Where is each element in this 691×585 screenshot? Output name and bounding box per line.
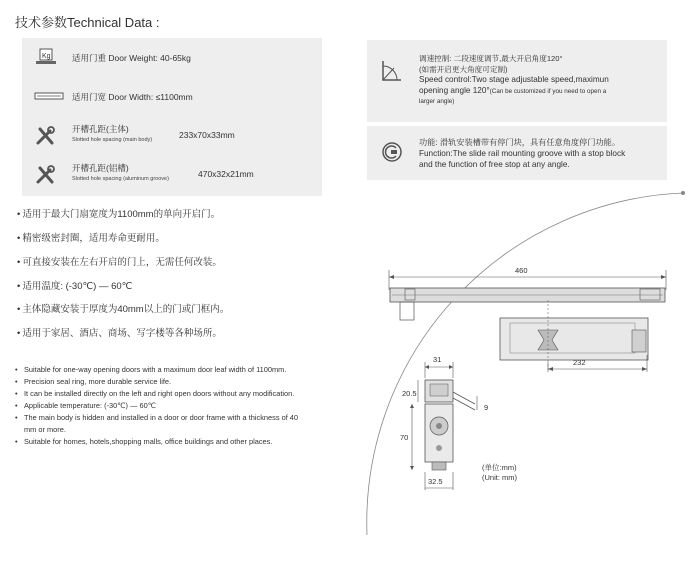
speed-control-note-2: larger angle) xyxy=(419,98,455,105)
function-en-1: Function:The slide rail mounting groove with a stop block xyxy=(419,149,626,158)
feature-en-4: • Applicable temperature: (-30℃) — 60℃ xyxy=(15,400,310,412)
feature-cn-6: • 适用于家居、酒店、商场、写字楼等各种场所。 xyxy=(17,325,222,339)
aluminum-label-cn: 开槽孔距(铝槽) xyxy=(72,163,129,173)
aluminum-value: 470x32x21mm xyxy=(198,169,254,179)
feature-en-3: • It can be installed directly on the left and right open doors without any modification. xyxy=(15,388,310,400)
door-weight-label: 适用门重 Door Weight: 40-65kg xyxy=(72,53,191,63)
main-body-value: 233x70x33mm xyxy=(179,130,235,140)
feature-cn-2: • 精密级密封圈，适用寿命更耐用。 xyxy=(17,230,165,244)
speed-control-en-1: Speed control:Two stage adjustable speed,maximun xyxy=(419,75,609,84)
function-cn: 功能: 滑轨安装槽带有停门块，具有任意角度停门功能。 xyxy=(419,138,621,147)
dim-20-5: 20.5 xyxy=(402,389,417,398)
speed-control-note: (Can be customized if you need to open a xyxy=(489,87,607,95)
closer-body xyxy=(500,318,648,360)
unit-en: (Unit: mm) xyxy=(482,473,517,482)
svg-text:Kg: Kg xyxy=(42,53,51,60)
dim-9: 9 xyxy=(484,403,489,412)
feature-en-2: • Precision seal ring, more durable service life. xyxy=(15,376,310,388)
aluminum-label-en: Slotted hole spacing (aluminum groove) xyxy=(72,176,169,182)
decorative-arc xyxy=(367,193,683,535)
speed-control-cn-2: (如需开启更大角度可定制) xyxy=(419,64,508,74)
speed-control-cn-1: 调速控制: 二段速度调节,最大开启角度120° xyxy=(419,54,563,63)
feature-cn-3: • 可直接安装在左右开启的门上，无需任何改装。 xyxy=(17,254,222,268)
door-width-label: 适用门宽 Door Width: ≤1100mm xyxy=(72,92,193,102)
function-en-2: and the function of free stop at any angle. xyxy=(419,160,570,169)
main-body-label-cn: 开槽孔距(主体) xyxy=(72,124,129,134)
dim-31: 31 xyxy=(433,355,442,364)
feature-cn-5: • 主体隐藏安装于厚度为40mm以上的门或门框内。 xyxy=(17,301,229,315)
dim-232: 232 xyxy=(573,358,586,367)
feature-cn-4: • 适用温度: (-30℃) — 60℃ xyxy=(17,278,132,292)
unit-cn: (单位:mm) xyxy=(482,463,517,472)
speed-control-en-2: opening angle 120° xyxy=(419,85,490,95)
page-title: 技术参数Technical Data : xyxy=(15,15,160,30)
dim-70: 70 xyxy=(400,433,409,442)
feature-cn-1: • 适用于最大门扇宽度为1100mm的单向开启门。 xyxy=(17,206,220,220)
feature-en-1: • Suitable for one-way opening doors with a maximum door leaf width of 1100mm. xyxy=(15,364,310,376)
feature-en-6: • Suitable for homes, hotels,shopping malls, office buildings and other places. xyxy=(15,436,310,448)
dim-460: 460 xyxy=(515,266,528,275)
feature-en-5: • The main body is hidden and installed in a door or door frame with a thickness of 40 mm or more. xyxy=(15,412,310,436)
main-body-label-en: Slotted hole spacing (main body) xyxy=(72,137,153,143)
dim-32-5: 32.5 xyxy=(428,477,443,486)
